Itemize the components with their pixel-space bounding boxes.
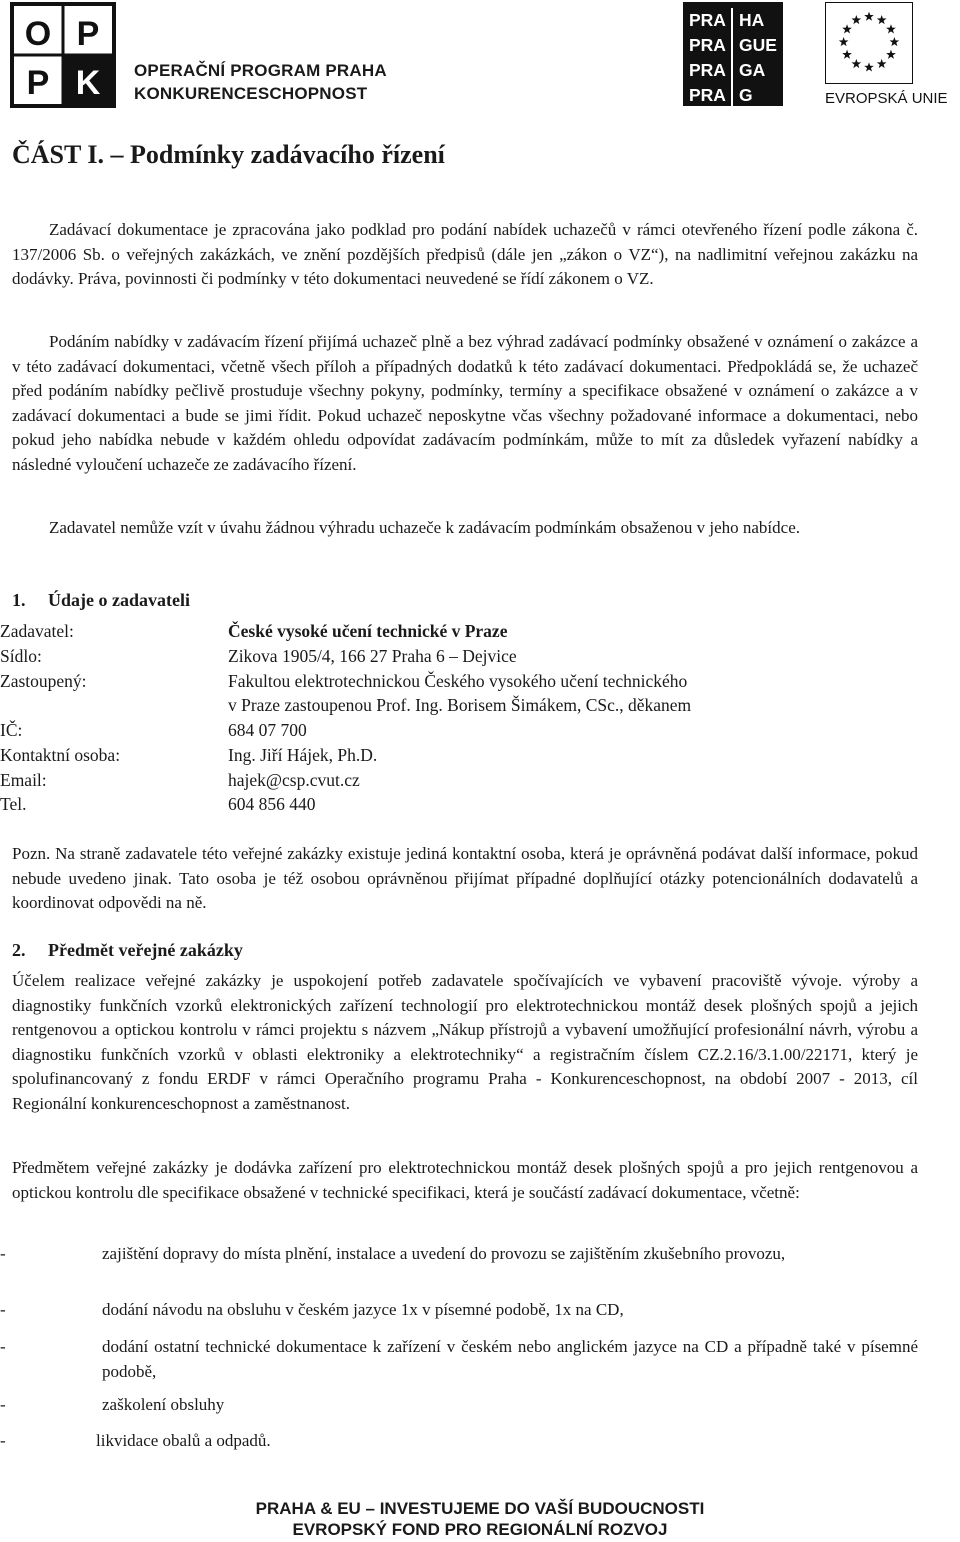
list-item xyxy=(0,1429,918,1454)
praha-left-1: PRA xyxy=(689,10,726,30)
eu-star-icon xyxy=(851,15,861,24)
eu-star-icon xyxy=(842,24,852,33)
opp-line-2: KONKURENCESCHOPNOST xyxy=(134,84,368,103)
list-dash: - xyxy=(0,1395,6,1414)
section-2-title: Předmět veřejné zakázky xyxy=(48,940,243,960)
contact-note: Pozn. Na straně zadavatele této veřejné zakázky existuje jediná kontaktní osoba, která je oprávněná podávat další informace, pokud nebude uvedeno jinak. Tato osoba je též osobou oprávněnou přijímat případné doplňující otázky potencionálních dodavatelů a koordinovat odpovědi na ně. xyxy=(12,844,918,913)
eu-star-icon xyxy=(851,59,861,68)
praha-right-1: HA xyxy=(731,8,781,33)
info-label: Zadavatel: xyxy=(0,621,74,641)
email-value[interactable]: hajek@csp.cvut.cz xyxy=(228,770,360,790)
section-2-paragraph-2: Předmětem veřejné zakázky je dodávka zařízení pro elektrotechnickou montáž desek plošných spojů a pro jejich rentgenovou a optickou kontrolu dle specifikace obsažené v technické specifikaci, která je součástí zadávací dokumentace, včetně: xyxy=(12,1158,918,1202)
list-dash: - xyxy=(0,1337,6,1356)
info-value: v Praze zastoupenou Prof. Ing. Borisem Šimákem, CSc., děkanem xyxy=(228,695,692,715)
praha-right-3: GA xyxy=(731,58,781,83)
list-dash: - xyxy=(0,1431,6,1450)
opp-letter-p2: P xyxy=(26,64,50,102)
info-label: Tel. xyxy=(0,794,27,814)
section-1-number: 1. xyxy=(12,590,26,610)
section-1-heading xyxy=(12,590,190,611)
section-2-number: 2. xyxy=(12,940,26,960)
eu-star-icon xyxy=(886,50,896,59)
opp-line-1: OPERAČNÍ PROGRAM PRAHA xyxy=(134,61,387,80)
eu-star-icon xyxy=(877,59,887,68)
eu-star-icon xyxy=(842,50,852,59)
eu-label: EVROPSKÁ UNIE xyxy=(825,90,948,107)
list-item-text: dodání návodu na obsluhu v českém jazyce 1x v písemné podobě, 1x na CD, xyxy=(102,1300,624,1319)
info-label: Kontaktní osoba: xyxy=(0,745,121,765)
eu-logo xyxy=(825,2,957,106)
praha-left-2: PRA xyxy=(689,35,726,55)
page-title: ČÁST I. – Podmínky zadávacího řízení xyxy=(12,140,445,169)
eu-star-icon xyxy=(890,37,900,46)
list-item-text: dodání ostatní technické dokumentace k zařízení v českém nebo anglickém jazyce na CD a případně také v písemné podobě, xyxy=(102,1337,918,1381)
eu-star-icon xyxy=(886,24,896,33)
footer-line-2: EVROPSKÝ FOND PRO REGIONÁLNÍ ROZVOJ xyxy=(292,1520,668,1539)
opp-logo-icon xyxy=(10,2,116,108)
info-value: Ing. Jiří Hájek, Ph.D. xyxy=(228,745,378,765)
info-value: Zikova 1905/4, 166 27 Praha 6 – Dejvice xyxy=(228,646,517,666)
eu-star-icon xyxy=(839,37,849,46)
list-item xyxy=(0,1335,918,1384)
info-value: 684 07 700 xyxy=(228,720,307,740)
praha-right-4: G xyxy=(731,83,781,108)
section-1-title: Údaje o zadavateli xyxy=(48,590,190,610)
praha-right-2: GUE xyxy=(731,33,781,58)
info-value: České vysoké učení technické v Praze xyxy=(228,621,508,641)
list-dash: - xyxy=(0,1244,6,1263)
eu-star-icon xyxy=(877,15,887,24)
intro-paragraph-3: Zadavatel nemůže vzít v úvahu žádnou výhradu uchazeče k zadávacím podmínkám obsaženou v jeho nabídce. xyxy=(49,518,800,537)
praha-left-4: PRA xyxy=(689,85,726,105)
list-item xyxy=(0,1393,918,1418)
opp-letter-o: O xyxy=(24,15,52,53)
info-label: Sídlo: xyxy=(0,646,42,666)
list-item xyxy=(0,1242,918,1267)
eu-star-icon xyxy=(864,62,874,71)
info-value: 604 856 440 xyxy=(228,794,316,814)
list-dash: - xyxy=(0,1300,6,1319)
opp-letter-p1: P xyxy=(76,15,100,53)
list-item-text: zajištění dopravy do místa plnění, instalace a uvedení do provozu se zajištěním zkušebního provozu, xyxy=(102,1244,786,1263)
opp-program-name xyxy=(134,59,387,105)
eu-flag-icon xyxy=(825,2,913,84)
opp-logo xyxy=(10,2,390,110)
praha-logo xyxy=(683,2,783,106)
intro-paragraph-1: Zadávací dokumentace je zpracována jako podklad pro podání nabídek uchazečů v rámci otevřeného řízení podle zákona č. 137/2006 Sb. o veřejných zakázkách, ve znění pozdějších předpisů (dále jen „zákon o VZ“), na nadlimitní veřejnou zakázku na dodávky. Práva, povinnosti či podmínky v této dokumentaci neuvedené se řídí zákonem o VZ. xyxy=(12,220,918,289)
list-item xyxy=(0,1298,918,1323)
section-2-paragraph-1: Účelem realizace veřejné zakázky je uspokojení potřeb zadavatele spočívajících ve vybavení pracoviště vývoje. výroby a diagnostiky funkčních vzorků elektronických zařízení technologií pro elektrotechnickou montáž desek plošných spojů a jejich rentgenovou a optickou kontrolu v rámci projektu s názvem „Nákup přístrojů a vybavení umožňující profesionální návrh, výrobu a diagnostiku funkčních vzorků v oblasti elektroniky a elektrotechniky“ a registračním číslem CZ.2.16/3.1.00/22171, který je spolufinancovaný z fondu ERDF v rámci Operačního programu Praha - Konkurenceschopnost, na období 2007 - 2013, cíl Regionální konkurenceschopnost a zaměstnanost. xyxy=(12,971,918,1113)
section-2-heading xyxy=(12,940,243,961)
info-value: Fakultou elektrotechnickou Českého vysokého učení technického xyxy=(228,671,688,691)
praha-left-3: PRA xyxy=(689,60,726,80)
info-label: IČ: xyxy=(0,720,23,740)
footer-line-1: PRAHA & EU – INVESTUJEME DO VAŠÍ BUDOUCNOSTI xyxy=(255,1499,705,1518)
list-item-text: likvidace obalů a odpadů. xyxy=(96,1431,271,1450)
eu-star-icon xyxy=(864,12,874,21)
list-item-text: zaškolení obsluhy xyxy=(102,1395,225,1414)
opp-letter-k: K xyxy=(75,64,101,102)
intro-paragraph-2: Podáním nabídky v zadávacím řízení přijímá uchazeč plně a bez výhrad zadávací podmínky obsažené v oznámení o zakázce a v této zadávací dokumentaci, včetně všech příloh a případných dodatků k této zadávací dokumentaci. Předpokládá se, že uchazeč před podáním nabídky pečlivě prostuduje všechny pokyny, podmínky, termíny a specifikace obsažené v oznámení o zakázce a v zadávací dokumentaci a bude se jimi řídit. Pokud uchazeč neposkytne včas všechny požadované informace a dokumentaci, nebo pokud jeho nabídka nebude v každém ohledu odpovídat zadávacím podmínkám, může to mít za důsledek vyřazení nabídky a následné vyloučení uchazeče ze zadávacího řízení. xyxy=(12,332,918,474)
praha-logo-text xyxy=(689,8,781,108)
info-label: Email: xyxy=(0,770,47,790)
info-label: Zastoupený: xyxy=(0,671,87,691)
